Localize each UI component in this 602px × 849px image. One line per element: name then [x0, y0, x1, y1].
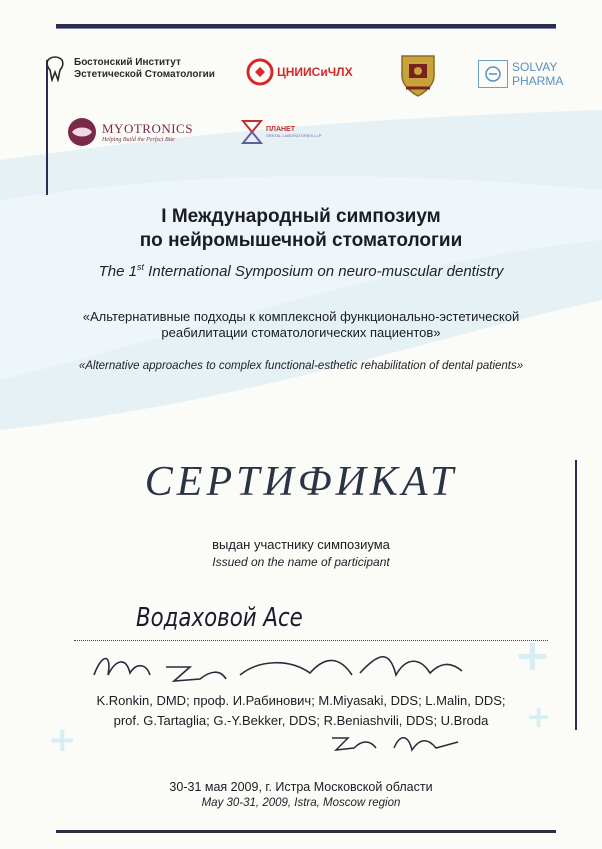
solvay-line1: SOLVAY [512, 60, 558, 74]
solvay-line2: PHARMA [512, 74, 564, 88]
title-en-post: International Symposium on neuro-muscular dentistry [144, 263, 504, 280]
issued-ru: выдан участнику симпозиума [212, 537, 390, 552]
myotronics-tagline: Helping Build the Perfect Bite [102, 137, 175, 143]
planet-name: ПЛАНЕТ [266, 126, 295, 133]
boston-line1: Бостонский Институт [74, 57, 181, 68]
subtitle-en: «Alternative approaches to complex functional-esthetic rehabilitation of dental patients» [78, 360, 524, 372]
myotronics-logo [66, 116, 193, 148]
certificate-heading: СЕРТИФИКАТ [144, 459, 458, 505]
plus-decoration: + [526, 700, 552, 735]
signatures [90, 645, 480, 693]
issued-en: Issued on the name of participant [212, 555, 390, 569]
name-underline [74, 640, 548, 641]
date-ru: 30-31 мая 2009, г. Истра Московской области [169, 780, 433, 794]
plus-decoration: + [514, 630, 551, 681]
solvay-pharma-logo [478, 60, 563, 88]
university-emblem [398, 50, 438, 98]
title-ru-line2: по нейромышечной стоматологии [139, 230, 463, 251]
bottom-rule [56, 830, 556, 833]
signature-bottom [328, 728, 468, 756]
title-ru-line1: I Международный симпозиум [161, 206, 441, 227]
signers-list [0, 691, 602, 731]
planet-logo-icon [240, 118, 264, 146]
boston-institute-logo [44, 56, 215, 82]
myotronics-logo-icon [66, 116, 98, 148]
participant-name: Водаховой Асе [136, 603, 303, 633]
signers-line1: K.Ronkin, DMD; проф. И.Рабинович; M.Miyasaki, DDS; L.Malin, DDS; [96, 693, 506, 708]
symposium-title-ru [0, 205, 602, 253]
subtitle-ru [0, 309, 602, 341]
signers-line2: prof. G.Tartaglia; G.-Y.Bekker, DDS; R.Beniashvili, DDS; U.Broda [113, 713, 489, 728]
solvay-logo-icon [478, 60, 508, 88]
top-rule [56, 24, 556, 29]
tsnii-logo [246, 58, 353, 86]
planet-sub: DENTAL LABORATORIES LLP [266, 133, 322, 138]
subtitle-ru-line1: «Альтернативные подходы к комплексной функционально-эстетической [82, 309, 520, 324]
title-en-sup: st [137, 262, 145, 272]
date-en: May 30-31, 2009, Istra, Moscow region [201, 797, 401, 809]
tooth-icon [44, 56, 66, 82]
tsnii-logo-icon [246, 58, 274, 86]
subtitle-ru-line2: реабилитации стоматологических пациентов» [161, 325, 441, 340]
plus-decoration: + [48, 720, 77, 760]
university-crest-icon [398, 50, 438, 98]
title-en-pre: The 1 [98, 263, 137, 280]
myotronics-name: MYOTRONICS [102, 121, 193, 136]
symposium-title-en [0, 262, 602, 280]
boston-line2: Эстетической Стоматологии [74, 69, 215, 80]
tsnii-label: ЦНИИСиЧЛХ [277, 65, 353, 79]
planet-logo [240, 118, 321, 146]
